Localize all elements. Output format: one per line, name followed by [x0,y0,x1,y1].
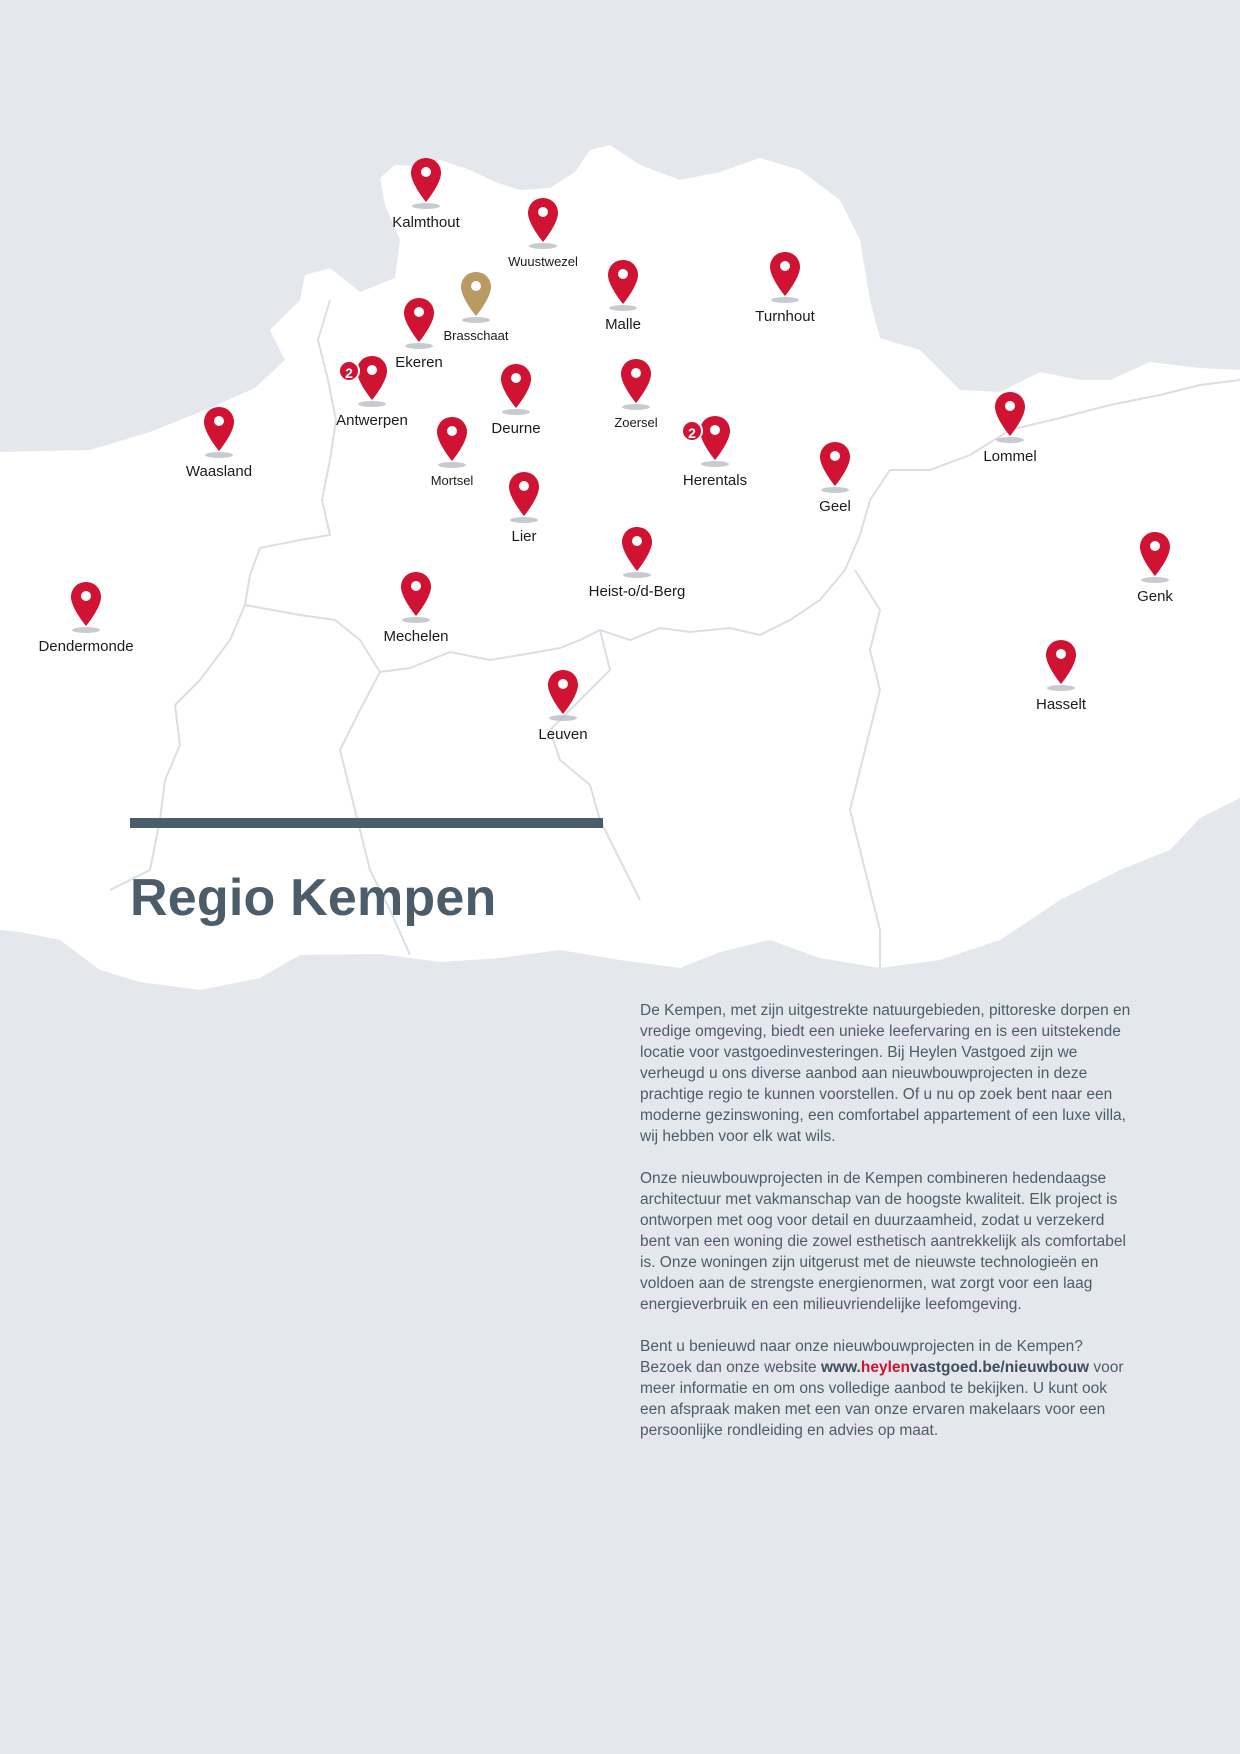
marker-label: Wuustwezel [508,254,578,269]
map-pin-icon [1044,638,1078,692]
map-pin-icon [698,414,732,468]
map-marker[interactable] [775,440,895,515]
map-pin-icon [409,156,443,210]
marker-label: Mortsel [430,473,474,488]
map-marker[interactable] [563,258,683,333]
page-title: Regio Kempen [130,869,497,927]
map-marker[interactable] [1095,530,1215,605]
map-marker[interactable] [950,390,1070,465]
marker-label: Herentals [682,472,748,489]
map-pin-icon [546,668,580,722]
map-pin-icon [993,390,1027,444]
link-suffix: vastgoed.be/nieuwbouw [909,1359,1090,1376]
marker-label: Turnhout [755,308,815,325]
map-pin-icon [620,525,654,579]
map-marker[interactable] [464,470,584,545]
map-marker[interactable] [725,250,845,325]
marker-label: Leuven [538,726,588,743]
marker-label: Malle [605,316,641,333]
project-count-badge: 2 [338,360,360,382]
link-prefix: www. [820,1359,861,1376]
link-accent: heylen [860,1359,910,1376]
marker-label: Dendermonde [38,638,134,655]
map-marker[interactable] [503,668,623,743]
cta-text-1: Bent u benieuwd naar onze nieuwbouwprojecten in de Kempen? Bezoek dan onze website [640,1338,1083,1376]
marker-label: Brasschaat [443,328,509,343]
intro-paragraph: De Kempen, met zijn uitgestrekte natuurgebieden, pittoreske dorpen en vredige omgeving, biedt een unieke leefervaring en is een uitstekende locatie voor vastgoedinvesteringen. Bij Heylen Vastgoed zijn we verheugd u ons diverse aanbod aan nieuwbouwprojecten in deze prachtige regio te kunnen voorstellen. Of u nu op zoek bent naar een moderne gezinswoning, een comfortabel appartement of een luxe villa, wij hebben voor elk wat wils. [640,1002,1131,1145]
map-pin-icon [768,250,802,304]
map-pin-icon [526,196,560,250]
map-pin-icon [1138,530,1172,584]
map-pin-icon [355,354,389,408]
marker-label: Lier [511,528,537,545]
projects-paragraph: Onze nieuwbouwprojecten in de Kempen combineren hedendaagse architectuur met vakmanschap van de hoogste kwaliteit. Elk project is ontworpen met oog voor detail en duurzaamheid, zodat u verzekerd bent van een woning die zowel esthetisch aantrekkelijk als comfortabel is. Onze woningen zijn uitgerust met de nieuwste technologieën en voldoen aan de strengste energienormen, wat zorgt voor een laag energieverbruik en een milieuvriendelijke leefomgeving. [640,1170,1126,1313]
marker-label: Waasland [185,463,253,480]
cta-paragraph [640,1336,1136,1441]
map-marker[interactable] [366,156,486,231]
map-marker[interactable] [159,405,279,480]
marker-label: Genk [1137,588,1173,605]
map-pin-icon [399,570,433,624]
marker-label: Heist-o/d-Berg [588,583,686,600]
map-pin-icon [202,405,236,459]
map-pin-icon [619,357,653,411]
map-pin-icon [507,470,541,524]
project-count-badge: 2 [681,420,703,442]
marker-label: Lommel [983,448,1037,465]
marker-label: Zoersel [614,415,658,430]
marker-label: Antwerpen [336,412,408,429]
marker-label: Deurne [491,420,541,437]
map-marker[interactable] [577,525,697,600]
map-marker[interactable] [1001,638,1121,713]
marker-label: Geel [819,498,851,515]
marker-label: Ekeren [395,354,443,371]
map-marker[interactable] [26,580,146,655]
map-marker[interactable] [655,414,775,489]
body-text [640,1000,1136,1462]
map-pin-icon [818,440,852,494]
map-pin-icon [499,362,533,416]
map-pin-icon [435,415,469,469]
map-marker[interactable] [356,570,476,645]
title-divider [130,818,603,828]
marker-label: Hasselt [1035,696,1087,713]
marker-label: Kalmthout [392,214,460,231]
map-pin-icon [606,258,640,312]
map-pin-icon [69,580,103,634]
website-link[interactable] [821,1359,1089,1376]
cta-text-2: voor meer informatie en om ons volledige aanbod te bekijken. U kunt ook een afspraak maken met een van onze ervaren makelaars voor een persoonlijke rondleiding en advies op maat. [640,1359,1124,1439]
map-pin-icon [402,296,436,350]
marker-label: Mechelen [383,628,449,645]
